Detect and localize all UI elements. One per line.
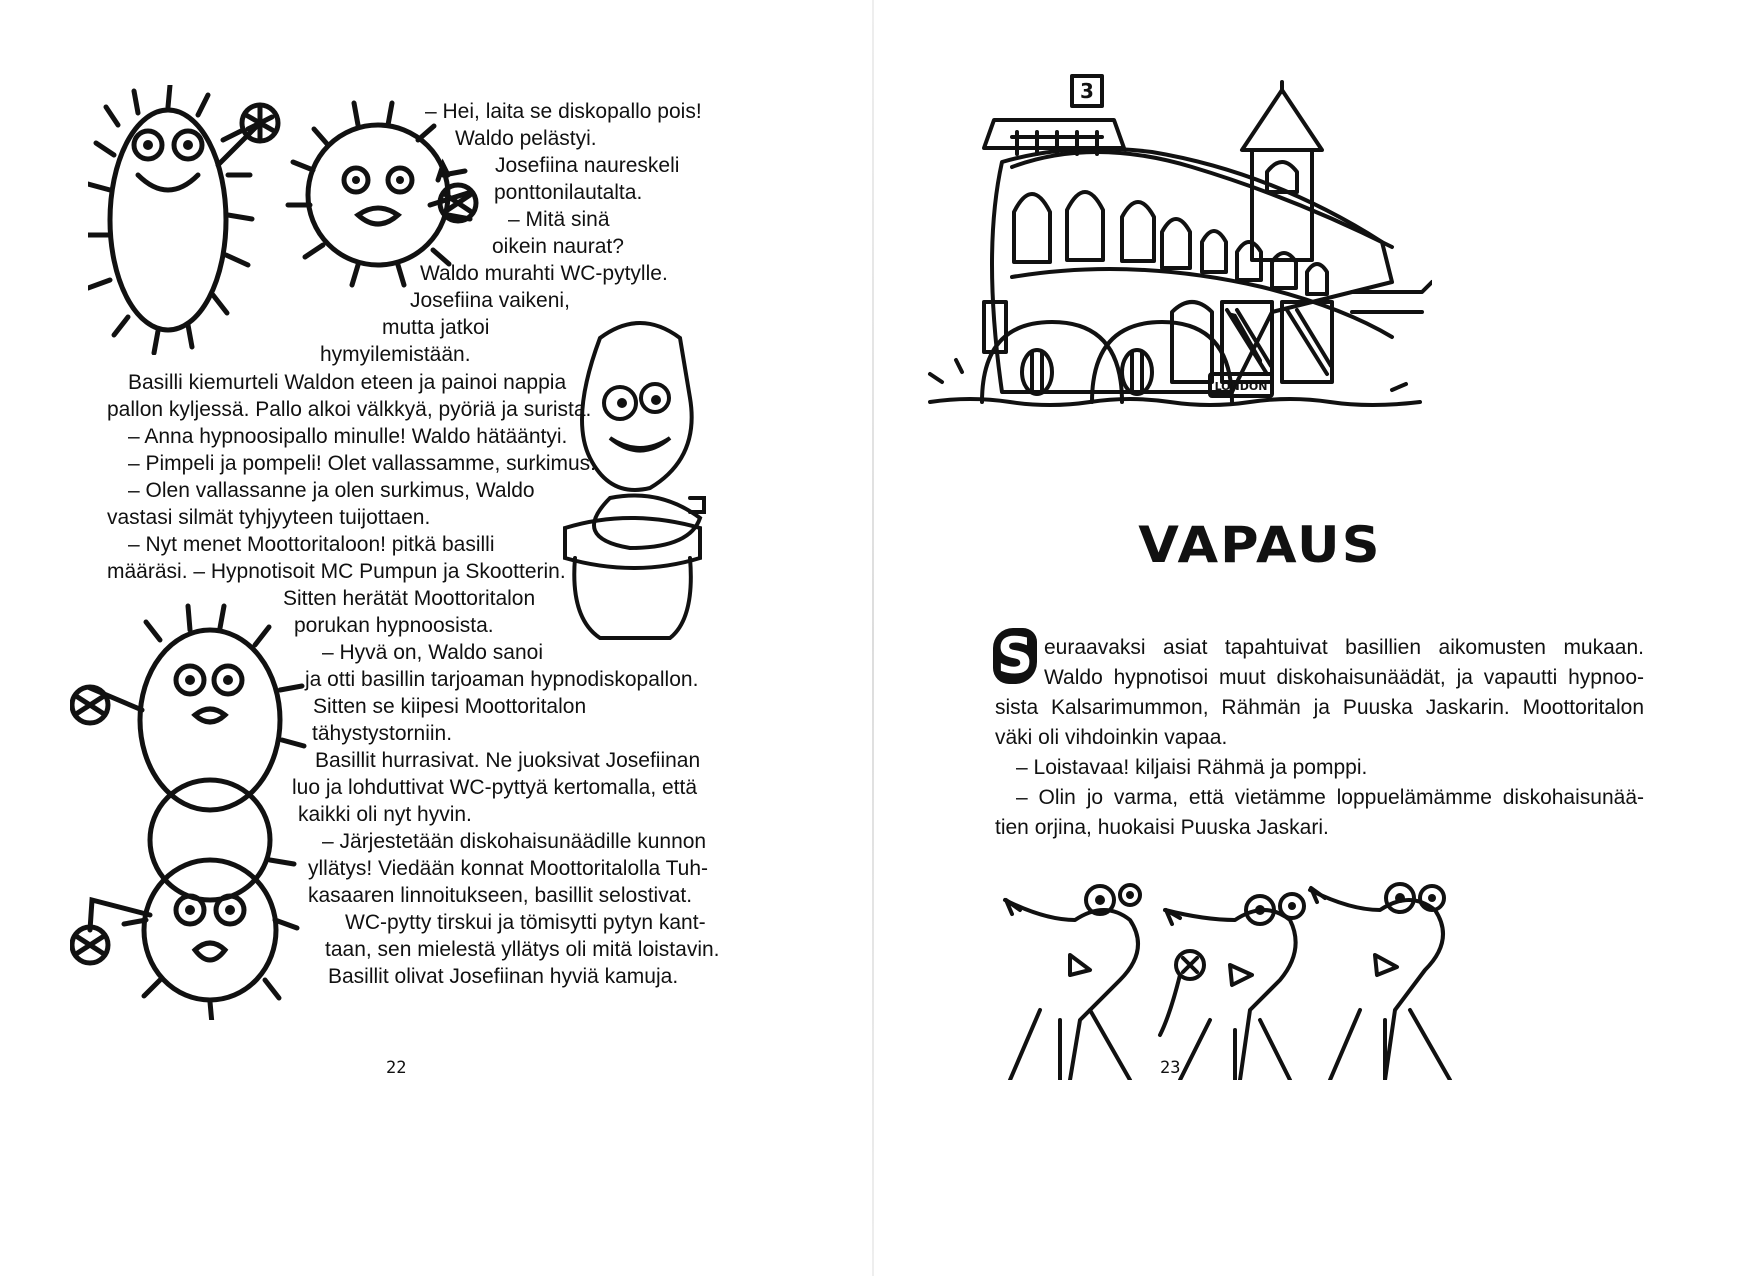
text-line: – Olin jo varma, että vietämme loppuelämämme diskohaisunää- [1016,786,1644,809]
three-weasels-illustration-icon [1000,870,1470,1080]
text-line: Josefiina vaikeni, [410,289,570,312]
page-number: 23 [1160,1058,1181,1078]
text-line: ja otti basillin tarjoaman hypnodiskopallon. [305,668,699,691]
text-line: Basillit hurrasivat. Ne juoksivat Josefiinan [315,749,701,772]
text-line: – Pimpeli ja pompeli! Olet vallassamme, surkimus. [128,452,596,475]
text-line: Waldo hypnotisoi muut diskohaisunäädät, ja vapautti hypnoo- [1044,666,1644,689]
tower-number: 3 [1080,79,1094,103]
text-line: – Nyt menet Moottoritaloon! pitkä basilli [128,533,495,556]
text-line: Waldo pelästyi. [455,127,597,150]
text-line: kasaaren linnoitukseen, basillit selostivat. [308,884,693,907]
text-line: tähystystorniin. [312,722,453,745]
text-line: luo ja lohduttivat WC-pyttyä kertomalla, että [292,776,698,799]
text-line: ponttonilautalta. [494,181,643,204]
text-line: Waldo murahti WC-pytylle. [420,262,668,285]
chapter-title: VAPAUS [1138,516,1382,574]
text-line: – Hei, laita se diskopallo pois! [425,100,702,123]
text-line: oikein naurat? [492,235,624,258]
moottoritalo-building-illustration-icon [922,72,1432,432]
text-line: – Anna hypnoosipallo minulle! Waldo hätääntyi. [128,425,568,448]
text-line: – Loistavaa! kiljaisi Rähmä ja pomppi. [1016,756,1368,779]
page-number: 22 [386,1058,407,1078]
text-line: sista Kalsarimummon, Rähmän ja Puuska Jaskarin. Moottoritalon [995,696,1644,719]
text-line: – Järjestetään diskohaisunäädille kunnon [322,830,707,853]
text-line: euraavaksi asiat tapahtuivat basillien aikomusten mukaan. [1044,636,1644,659]
text-line: yllätys! Viedään konnat Moottoritalolla Tuh- [308,857,709,880]
text-line: Sitten herätät Moottoritalon [283,587,536,610]
text-line: Sitten se kiipesi Moottoritalon [313,695,587,718]
text-line: väki oli vihdoinkin vapaa. [995,726,1228,749]
text-line: määräsi. – Hypnotisoit MC Pumpun ja Skootterin. [107,560,566,583]
text-line: taan, sen mielestä yllätys oli mitä loistavin. [325,938,720,961]
text-line: hymyilemistään. [320,343,471,366]
text-line: kaikki oli nyt hyvin. [298,803,472,826]
text-line: WC-pytty tirskui ja tömisytti pytyn kant- [345,911,706,934]
text-line: – Olen vallassanne ja olen surkimus, Waldo [128,479,535,502]
text-line: pallon kyljessä. Pallo alkoi välkkyä, pyöriä ja surista. [107,398,592,421]
london-sign: LONDON [1214,380,1268,393]
text-line: mutta jatkoi [382,316,490,339]
text-line: porukan hypnoosista. [294,614,494,637]
text-line: Basillit olivat Josefiinan hyviä kamuja. [328,965,679,988]
text-line: Basilli kiemurteli Waldon eteen ja painoi nappia [128,371,567,394]
text-line: – Hyvä on, Waldo sanoi [322,641,544,664]
drop-cap: S [993,628,1037,684]
text-line: Josefiina naureskeli [495,154,680,177]
text-line: – Mitä sinä [508,208,610,231]
text-line: tien orjina, huokaisi Puuska Jaskari. [995,816,1329,839]
text-line: vastasi silmät tyhjyyteen tuijottaen. [107,506,431,529]
